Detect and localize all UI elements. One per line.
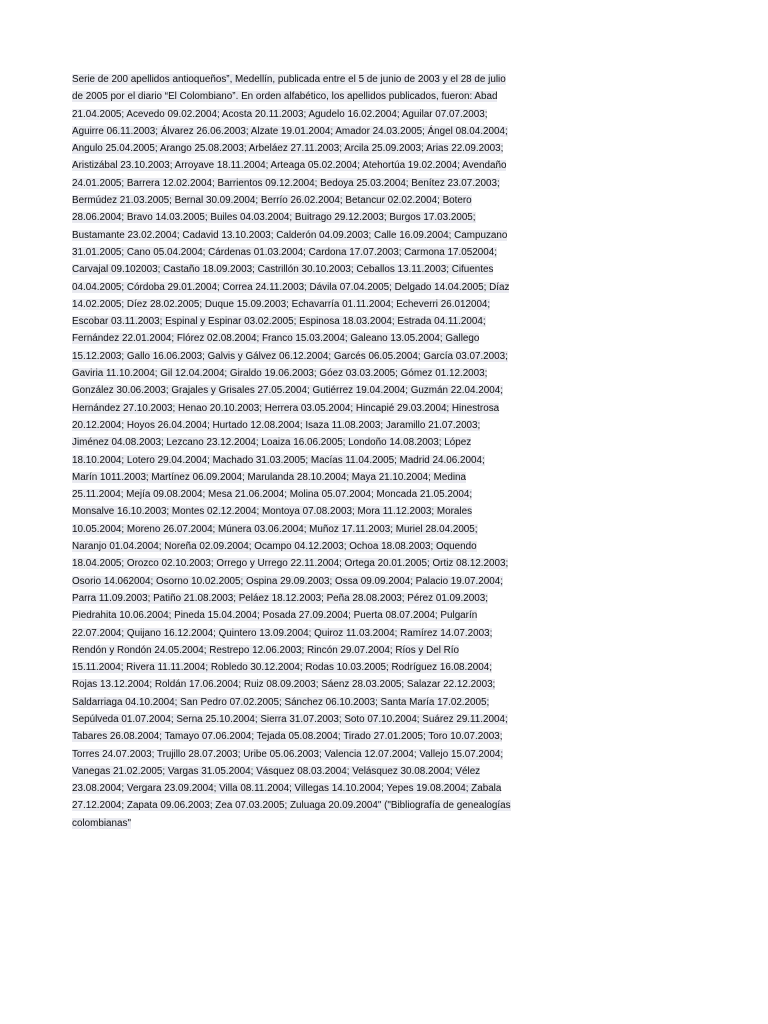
text-line-content: de 2005 por el diario “El Colombiano”. En orden alfabético, los apellidos publicados, fueron: Abad <box>72 91 498 103</box>
text-line <box>72 763 712 780</box>
text-line <box>72 209 712 226</box>
text-line-content: Fernández 22.01.2004; Flórez 02.08.2004; Franco 15.03.2004; Galeano 13.05.2004; Gallego <box>72 333 480 345</box>
text-line <box>72 261 712 278</box>
text-line <box>72 469 712 486</box>
text-line <box>72 106 712 123</box>
text-line <box>72 486 712 503</box>
text-line-content: Torres 24.07.2003; Trujillo 28.07.2003; Uribe 05.06.2003; Valencia 12.07.2004; Vallejo 15.07.2004; <box>72 748 504 760</box>
text-line <box>72 382 712 399</box>
text-line <box>72 642 712 659</box>
text-line-content: 25.11.2004; Mejía 09.08.2004; Mesa 21.06.2004; Molina 05.07.2004; Moncada 21.05.2004; <box>72 489 473 501</box>
text-line <box>72 503 712 520</box>
text-line <box>72 227 712 244</box>
text-line <box>72 694 712 711</box>
text-line-content: Osorio 14.062004; Osorno 10.02.2005; Ospina 29.09.2003; Ossa 09.09.2004; Palacio 19.07.2004; <box>72 575 503 587</box>
text-line-content: Escobar 03.11.2003; Espinal y Espinar 03.02.2005; Espinosa 18.03.2004; Estrada 04.11.2004; <box>72 316 486 328</box>
text-line <box>72 676 712 693</box>
text-line <box>72 365 712 382</box>
text-line-content: colombianas" <box>72 817 131 829</box>
text-line <box>72 296 712 313</box>
text-line <box>72 123 712 140</box>
text-line-content: Piedrahita 10.06.2004; Pineda 15.04.2004; Posada 27.09.2004; Puerta 08.07.2004; Pulgarín <box>72 610 478 622</box>
text-line-content: Carvajal 09.102003; Castaño 18.09.2003; Castrillón 30.10.2003; Ceballos 13.11.2003; Cifuentes <box>72 264 494 276</box>
text-line-content: 18.10.2004; Lotero 29.04.2004; Machado 31.03.2005; Macías 11.04.2005; Madrid 24.06.2004; <box>72 454 485 466</box>
text-line <box>72 521 712 538</box>
text-line <box>72 279 712 296</box>
text-line <box>72 590 712 607</box>
text-line-content: Monsalve 16.10.2003; Montes 02.12.2004; Montoya 07.08.2003; Mora 11.12.2003; Morales <box>72 506 473 518</box>
text-line-content: 10.05.2004; Moreno 26.07.2004; Múnera 03.06.2004; Muñoz 17.11.2003; Muriel 28.04.2005; <box>72 523 478 535</box>
text-line-content: 18.04.2005; Orozco 02.10.2003; Orrego y Urrego 22.11.2004; Ortega 20.01.2005; Ortiz 08.12.2003; <box>72 558 509 570</box>
text-line <box>72 348 712 365</box>
text-line-content: Sepúlveda 01.07.2004; Serna 25.10.2004; Sierra 31.07.2003; Soto 07.10.2004; Suárez 29.11.2004; <box>72 713 508 725</box>
text-line <box>72 746 712 763</box>
text-line-content: 31.01.2005; Cano 05.04.2004; Cárdenas 01.03.2004; Cardona 17.07.2003; Carmona 17.052004; <box>72 246 497 258</box>
text-line <box>72 88 712 105</box>
text-line <box>72 815 712 832</box>
text-line-content: Vanegas 21.02.2005; Vargas 31.05.2004; Vásquez 08.03.2004; Velásquez 30.08.2004; Vélez <box>72 765 481 777</box>
text-line <box>72 434 712 451</box>
text-line <box>72 607 712 624</box>
text-line <box>72 313 712 330</box>
text-line <box>72 573 712 590</box>
text-line <box>72 330 712 347</box>
text-line-content: Marín 1011.2003; Martínez 06.09.2004; Marulanda 28.10.2004; Maya 21.10.2004; Medina <box>72 471 466 483</box>
text-line-content: Tabares 26.08.2004; Tamayo 07.06.2004; Tejada 05.08.2004; Tirado 27.01.2005; Toro 10.07.2003; <box>72 731 503 743</box>
text-line-content: Aristizábal 23.10.2003; Arroyave 18.11.2004; Arteaga 05.02.2004; Atehortúa 19.02.2004; Avendaño <box>72 160 507 172</box>
text-line-content: 21.04.2005; Acevedo 09.02.2004; Acosta 20.11.2003; Agudelo 16.02.2004; Aguilar 07.07.2003; <box>72 108 488 120</box>
text-line <box>72 192 712 209</box>
text-line-content: 14.02.2005; Díez 28.02.2005; Duque 15.09.2003; Echavarría 01.11.2004; Echeverri 26.012004; <box>72 298 491 310</box>
text-line-content: Bustamante 23.02.2004; Cadavid 13.10.2003; Calderón 04.09.2003; Calle 16.09.2004; Campuzano <box>72 229 508 241</box>
text-line-content: Angulo 25.04.2005; Arango 25.08.2003; Arbeláez 27.11.2003; Arcila 25.09.2003; Arias 22.09.2003; <box>72 143 504 155</box>
text-line-content: 15.11.2004; Rivera 11.11.2004; Robledo 30.12.2004; Rodas 10.03.2005; Rodríguez 16.08.2004; <box>72 662 493 674</box>
text-line-content: 24.01.2005; Barrera 12.02.2004; Barrientos 09.12.2004; Bedoya 25.03.2004; Benítez 23.07.2003; <box>72 177 500 189</box>
text-line <box>72 140 712 157</box>
text-line <box>72 797 712 814</box>
text-line-content: Naranjo 01.04.2004; Noreña 02.09.2004; Ocampo 04.12.2003; Ochoa 18.08.2003; Oquendo <box>72 541 477 553</box>
text-line-content: 04.04.2005; Córdoba 29.01.2004; Correa 24.11.2003; Dávila 07.04.2005; Delgado 14.04.2005; Díaz <box>72 281 510 293</box>
text-line-content: 15.12.2003; Gallo 16.06.2003; Galvis y Gálvez 06.12.2004; Garcés 06.05.2004; García 03.07.2003; <box>72 350 508 362</box>
text-line <box>72 780 712 797</box>
text-line-content: Jiménez 04.08.2003; Lezcano 23.12.2004; Loaiza 16.06.2005; Londoño 14.08.2003; López <box>72 437 472 449</box>
text-line <box>72 417 712 434</box>
text-line-content: 28.06.2004; Bravo 14.03.2005; Builes 04.03.2004; Buitrago 29.12.2003; Burgos 17.03.2005; <box>72 212 476 224</box>
text-line-content: Rojas 13.12.2004; Roldán 17.06.2004; Ruiz 08.09.2003; Sáenz 28.03.2005; Salazar 22.12.2003; <box>72 679 496 691</box>
text-line-content: Gaviria 11.10.2004; Gil 12.04.2004; Giraldo 19.06.2003; Góez 03.03.2005; Gómez 01.12.2003; <box>72 368 488 380</box>
text-line <box>72 659 712 676</box>
text-line <box>72 452 712 469</box>
text-line-content: Bermúdez 21.03.2005; Bernal 30.09.2004; Berrío 26.02.2004; Betancur 02.02.2004; Botero <box>72 195 472 207</box>
text-line-content: Serie de 200 apellidos antioqueños”, Medellín, publicada entre el 5 de junio de 2003 y el 28 de julio <box>72 74 506 85</box>
text-line <box>72 175 712 192</box>
text-line <box>72 538 712 555</box>
text-line <box>72 555 712 572</box>
text-line-content: 27.12.2004; Zapata 09.06.2003; Zea 07.03.2005; Zuluaga 20.09.2004" ("Bibliografía de genealogías <box>72 800 511 812</box>
text-line <box>72 625 712 642</box>
text-line <box>72 728 712 745</box>
text-line-content: 20.12.2004; Hoyos 26.04.2004; Hurtado 12.08.2004; Isaza 11.08.2003; Jaramillo 21.07.2003; <box>72 419 481 431</box>
text-line-content: Hernández 27.10.2003; Henao 20.10.2003; Herrera 03.05.2004; Hincapié 29.03.2004; Hinestrosa <box>72 402 500 414</box>
text-line <box>72 71 712 88</box>
text-line-content: Aguirre 06.11.2003; Álvarez 26.06.2003; Alzate 19.01.2004; Amador 24.03.2005; Ángel 08.04.2004; <box>72 125 508 137</box>
text-line <box>72 244 712 261</box>
text-line-content: Rendón y Rondón 24.05.2004; Restrepo 12.06.2003; Rincón 29.07.2004; Ríos y Del Río <box>72 644 460 656</box>
text-line-content: González 30.06.2003; Grajales y Grisales 27.05.2004; Gutiérrez 19.04.2004; Guzmán 22.04.2004; <box>72 385 503 397</box>
text-line-content: 22.07.2004; Quijano 16.12.2004; Quintero 13.09.2004; Quiroz 11.03.2004; Ramírez 14.07.2003; <box>72 627 493 639</box>
document-text-block <box>72 71 712 832</box>
text-line-content: Parra 11.09.2003; Patiño 21.08.2003; Peláez 18.12.2003; Peña 28.08.2003; Pérez 01.09.2003; <box>72 592 488 604</box>
text-line-content: Saldarriaga 04.10.2004; San Pedro 07.02.2005; Sánchez 06.10.2003; Santa María 17.02.2005; <box>72 696 490 708</box>
text-line <box>72 711 712 728</box>
text-line <box>72 157 712 174</box>
text-line-content: 23.08.2004; Vergara 23.09.2004; Villa 08.11.2004; Villegas 14.10.2004; Yepes 19.08.2004; Zabala <box>72 783 502 795</box>
text-line <box>72 400 712 417</box>
